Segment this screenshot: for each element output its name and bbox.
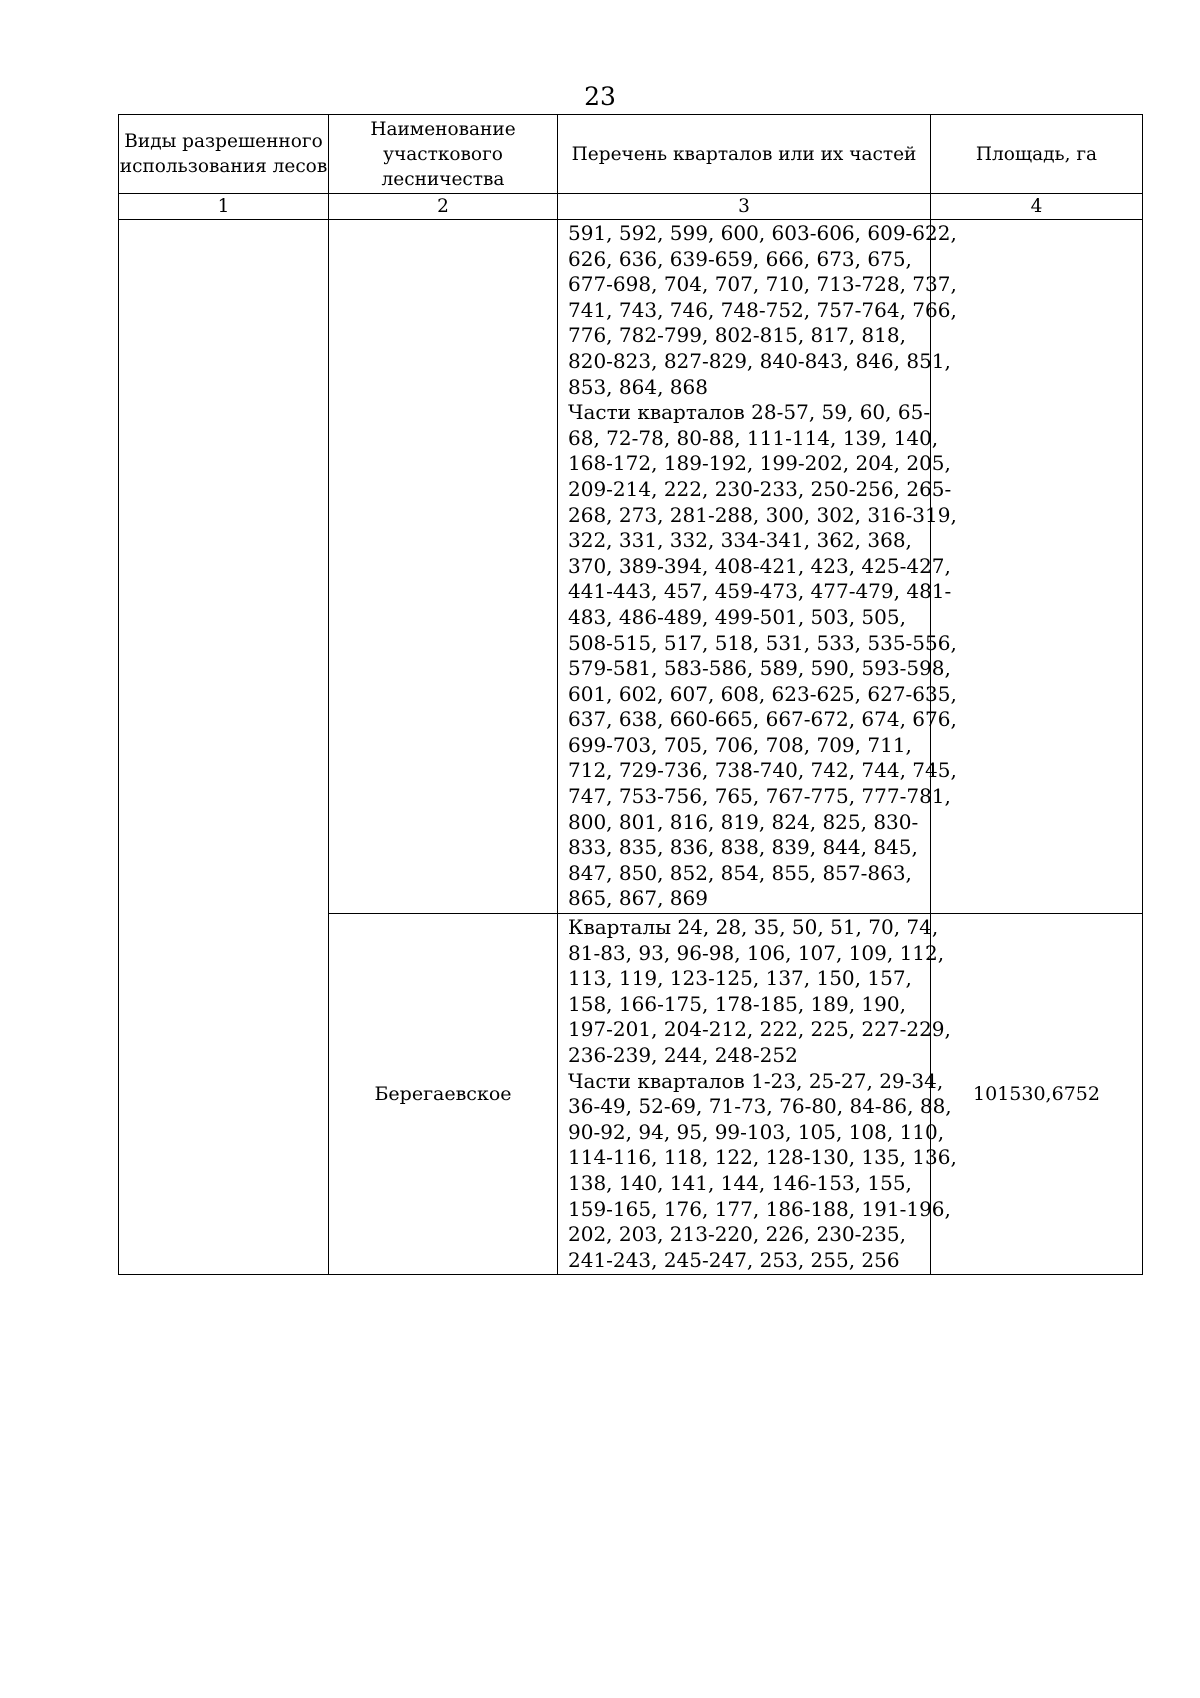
- quarters-line: 36-49, 52-69, 71-73, 76-80, 84-86, 88,: [568, 1094, 952, 1119]
- quarters-line: 776, 782-799, 802-815, 817, 818,: [568, 323, 906, 348]
- area-cell: 101530,6752: [931, 914, 1143, 1275]
- header-area: Площадь, га: [931, 115, 1143, 194]
- quarters-line: 68, 72-78, 80-88, 111-114, 139, 140,: [568, 425, 939, 450]
- table-row: [119, 220, 1143, 914]
- header-forestry-name: Наименование участкового лесничества: [329, 115, 558, 194]
- quarters-line: 677-698, 704, 707, 710, 713-728, 737,: [568, 272, 957, 297]
- quarters-line: 853, 864, 868: [568, 374, 708, 399]
- quarters-line: 90-92, 94, 95, 99-103, 105, 108, 110,: [568, 1119, 945, 1144]
- quarters-line: 81-83, 93, 96-98, 106, 107, 109, 112,: [568, 940, 945, 965]
- forestry-cell: [329, 220, 558, 914]
- quarters-line: 370, 389-394, 408-421, 423, 425-427,: [568, 553, 951, 578]
- table-header-row: [119, 115, 1143, 194]
- page-number: 23: [584, 82, 616, 111]
- quarters-line: 741, 743, 746, 748-752, 757-764, 766,: [568, 297, 957, 322]
- column-number-row: [119, 194, 1143, 220]
- quarters-line: 241-243, 245-247, 253, 255, 256: [568, 1247, 900, 1272]
- quarters-line: 579-581, 583-586, 589, 590, 593-598,: [568, 656, 951, 681]
- forest-use-table: [118, 114, 1143, 1275]
- quarters-cell: [558, 914, 957, 1275]
- quarters-line: 712, 729-736, 738-740, 742, 744, 745,: [568, 758, 957, 783]
- quarters-line: 483, 486-489, 499-501, 503, 505,: [568, 604, 906, 629]
- quarters-line: 847, 850, 852, 854, 855, 857-863,: [568, 860, 912, 885]
- quarters-line: 820-823, 827-829, 840-843, 846, 851,: [568, 348, 951, 373]
- column-number: 1: [119, 194, 329, 220]
- quarters-line: 236-239, 244, 248-252: [568, 1043, 798, 1067]
- quarters-line: Части кварталов 1-23, 25-27, 29-34,: [568, 1068, 944, 1093]
- quarters-line: 138, 140, 141, 144, 146-153, 155,: [568, 1170, 912, 1195]
- quarters-line: 800, 801, 816, 819, 824, 825, 830-: [568, 809, 919, 834]
- quarters-line: 158, 166-175, 178-185, 189, 190,: [568, 991, 906, 1016]
- quarters-line: 637, 638, 660-665, 667-672, 674, 676,: [568, 707, 957, 732]
- quarters-line: 322, 331, 332, 334-341, 362, 368,: [568, 528, 912, 553]
- use-type-cell: [119, 220, 329, 1275]
- forestry-cell: Берегаевское: [329, 914, 558, 1275]
- column-number: 4: [931, 194, 1143, 220]
- quarters-line: 441-443, 457, 459-473, 477-479, 481-: [568, 579, 952, 604]
- quarters-line: Кварталы 24, 28, 35, 50, 51, 70, 74,: [568, 915, 939, 940]
- quarters-line: 113, 119, 123-125, 137, 150, 157,: [568, 966, 912, 991]
- quarters-line: 591, 592, 599, 600, 603-606, 609-622,: [568, 221, 957, 245]
- quarters-line: 202, 203, 213-220, 226, 230-235,: [568, 1222, 906, 1247]
- quarters-line: 508-515, 517, 518, 531, 533, 535-556,: [568, 630, 957, 655]
- quarters-line: 601, 602, 607, 608, 623-625, 627-635,: [568, 681, 957, 706]
- quarters-line: 114-116, 118, 122, 128-130, 135, 136,: [568, 1145, 957, 1170]
- quarters-line: 209-214, 222, 230-233, 250-256, 265-: [568, 476, 952, 501]
- quarters-line: 699-703, 705, 706, 708, 709, 711,: [568, 732, 912, 757]
- quarters-line: 865, 867, 869: [568, 886, 708, 911]
- quarters-line: 197-201, 204-212, 222, 225, 227-229,: [568, 1017, 951, 1042]
- quarters-line: Части кварталов 28-57, 59, 60, 65-: [568, 400, 931, 425]
- quarters-line: 159-165, 176, 177, 186-188, 191-196,: [568, 1196, 951, 1221]
- quarters-cell: [558, 220, 957, 914]
- column-number: 3: [558, 194, 931, 220]
- quarters-line: 168-172, 189-192, 199-202, 204, 205,: [568, 451, 951, 476]
- quarters-line: 626, 636, 639-659, 666, 673, 675,: [568, 246, 912, 271]
- quarters-line: 833, 835, 836, 838, 839, 844, 845,: [568, 835, 918, 860]
- area-cell: [931, 220, 1143, 914]
- quarters-line: 268, 273, 281-288, 300, 302, 316-319,: [568, 502, 957, 527]
- column-number: 2: [329, 194, 558, 220]
- header-use-type: Виды разрешенного использования лесов: [119, 115, 329, 194]
- quarters-line: 747, 753-756, 765, 767-775, 777-781,: [568, 784, 951, 809]
- header-quarters-list: Перечень кварталов или их частей: [558, 115, 931, 194]
